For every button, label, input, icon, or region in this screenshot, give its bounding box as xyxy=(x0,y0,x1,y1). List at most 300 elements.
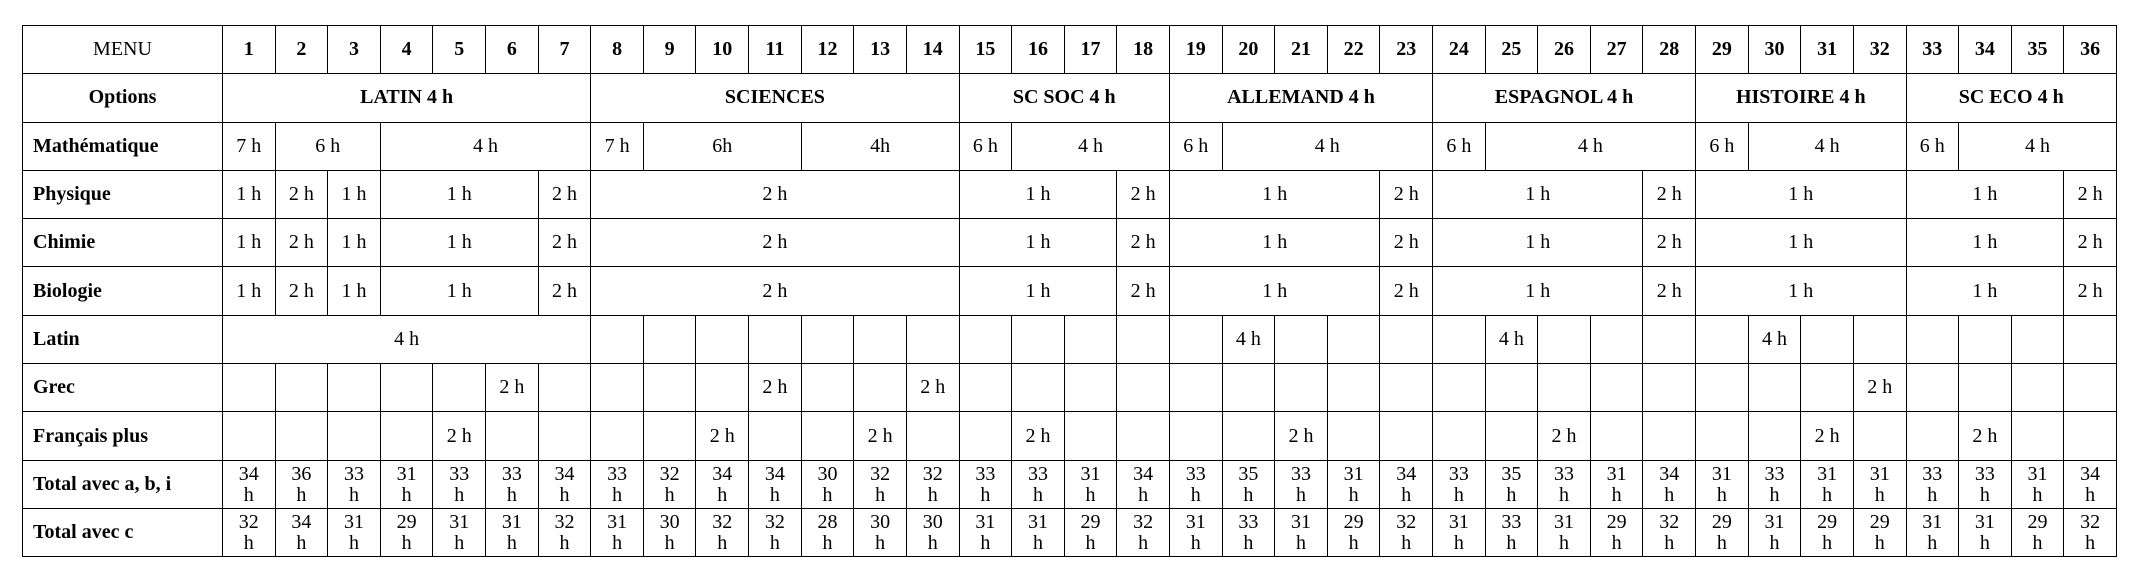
total-unit: h xyxy=(243,483,254,506)
total-cell xyxy=(643,460,696,508)
total-cell xyxy=(1380,508,1433,556)
total-value: 32 xyxy=(238,511,259,534)
hours-cell xyxy=(1801,315,1854,363)
hours-cell: 2 h xyxy=(906,364,959,412)
total-unit: h xyxy=(1716,532,1727,555)
total-cell xyxy=(1538,508,1591,556)
total-unit: h xyxy=(1295,483,1306,506)
menu-number: 21 xyxy=(1275,26,1328,74)
hours-cell xyxy=(1275,364,1328,412)
hours-cell: 1 h xyxy=(1433,219,1643,267)
total-cell xyxy=(2064,460,2117,508)
hours-cell xyxy=(1012,364,1065,412)
hours-cell: 4 h xyxy=(223,315,591,363)
total-cell xyxy=(1064,508,1117,556)
hours-cell xyxy=(1906,364,1959,412)
row-label: Total avec a, b, i xyxy=(23,460,223,508)
hours-cell xyxy=(1327,412,1380,460)
total-cell xyxy=(1327,460,1380,508)
total-value: 34 xyxy=(2080,462,2101,485)
menu-number: 25 xyxy=(1485,26,1538,74)
total-value: 34 xyxy=(1133,462,1154,485)
hours-cell: 2 h xyxy=(275,219,328,267)
total-cell xyxy=(1327,508,1380,556)
total-cell xyxy=(1801,460,1854,508)
total-cell xyxy=(1380,460,1433,508)
hours-cell xyxy=(591,364,644,412)
hours-cell: 1 h xyxy=(1169,170,1379,218)
total-value: 29 xyxy=(1869,511,1890,534)
hours-cell: 2 h xyxy=(538,170,591,218)
menu-number: 16 xyxy=(1012,26,1065,74)
total-value: 33 xyxy=(1501,511,1522,534)
hours-cell xyxy=(1590,315,1643,363)
hours-cell xyxy=(1538,364,1591,412)
total-unit: h xyxy=(1348,483,1359,506)
total-value: 31 xyxy=(1974,511,1995,534)
hours-cell: 2 h xyxy=(2064,170,2117,218)
table-row xyxy=(23,267,2117,315)
total-value: 35 xyxy=(1501,462,1522,485)
total-value: 31 xyxy=(1448,511,1469,534)
row-label: Mathématique xyxy=(23,122,223,170)
menu-number: 35 xyxy=(2011,26,2064,74)
hours-cell xyxy=(1169,412,1222,460)
total-unit: h xyxy=(454,483,465,506)
menu-number: 28 xyxy=(1643,26,1696,74)
hours-cell: 1 h xyxy=(328,267,381,315)
total-value: 33 xyxy=(1238,511,1259,534)
hours-cell: 1 h xyxy=(1696,170,1906,218)
hours-cell: 1 h xyxy=(380,170,538,218)
menu-number: 24 xyxy=(1433,26,1486,74)
total-cell xyxy=(1222,508,1275,556)
option-group: LATIN 4 h xyxy=(223,74,591,122)
total-cell xyxy=(1538,460,1591,508)
menu-number: 5 xyxy=(433,26,486,74)
total-unit: h xyxy=(1611,532,1622,555)
total-cell xyxy=(906,508,959,556)
hours-cell xyxy=(223,412,276,460)
hours-cell: 2 h xyxy=(1801,412,1854,460)
total-value: 32 xyxy=(1659,511,1680,534)
total-value: 34 xyxy=(764,462,785,485)
total-unit: h xyxy=(1085,483,1096,506)
hours-cell: 6h xyxy=(643,122,801,170)
total-unit: h xyxy=(1664,483,1675,506)
total-unit: h xyxy=(1927,532,1938,555)
total-cell xyxy=(959,508,1012,556)
hours-cell xyxy=(643,364,696,412)
hours-cell xyxy=(696,315,749,363)
hours-cell: 4 h xyxy=(1959,122,2117,170)
total-value: 29 xyxy=(1080,511,1101,534)
hours-cell xyxy=(1696,412,1749,460)
total-unit: h xyxy=(2085,532,2096,555)
total-cell xyxy=(328,460,381,508)
total-value: 31 xyxy=(607,511,628,534)
menu-header-label: MENU xyxy=(23,26,223,74)
menu-number: 18 xyxy=(1117,26,1170,74)
total-cell xyxy=(643,508,696,556)
menu-number: 8 xyxy=(591,26,644,74)
total-value: 31 xyxy=(344,511,365,534)
hours-cell xyxy=(749,315,802,363)
total-cell xyxy=(854,508,907,556)
hours-cell: 4 h xyxy=(1748,122,1906,170)
hours-cell: 1 h xyxy=(1696,267,1906,315)
menu-number: 22 xyxy=(1327,26,1380,74)
total-value: 33 xyxy=(1448,462,1469,485)
menu-number: 20 xyxy=(1222,26,1275,74)
total-cell xyxy=(959,460,1012,508)
menu-number: 3 xyxy=(328,26,381,74)
total-cell xyxy=(380,508,433,556)
hours-cell: 2 h xyxy=(1959,412,2012,460)
menu-number: 36 xyxy=(2064,26,2117,74)
hours-cell: 2 h xyxy=(1853,364,1906,412)
hours-cell xyxy=(1380,412,1433,460)
hours-cell xyxy=(1064,364,1117,412)
total-value: 33 xyxy=(501,462,522,485)
hours-cell: 1 h xyxy=(223,267,276,315)
hours-cell xyxy=(696,364,749,412)
total-cell xyxy=(538,460,591,508)
total-unit: h xyxy=(1032,532,1043,555)
total-unit: h xyxy=(875,483,886,506)
total-value: 34 xyxy=(1396,462,1417,485)
total-cell xyxy=(1222,460,1275,508)
menu-options-table xyxy=(22,25,2117,557)
total-cell xyxy=(2011,508,2064,556)
total-unit: h xyxy=(717,532,728,555)
total-cell xyxy=(1433,460,1486,508)
total-cell xyxy=(486,460,539,508)
total-unit: h xyxy=(1822,532,1833,555)
total-unit: h xyxy=(454,532,465,555)
total-cell xyxy=(1643,508,1696,556)
hours-cell xyxy=(2064,412,2117,460)
total-value: 31 xyxy=(1027,511,1048,534)
hours-cell: 1 h xyxy=(1696,219,1906,267)
total-cell xyxy=(696,460,749,508)
hours-cell xyxy=(1959,364,2012,412)
total-cell xyxy=(854,460,907,508)
table-row xyxy=(23,74,2117,122)
menu-number: 10 xyxy=(696,26,749,74)
total-cell xyxy=(696,508,749,556)
hours-cell: 1 h xyxy=(1433,170,1643,218)
total-cell xyxy=(1064,460,1117,508)
hours-cell: 2 h xyxy=(1012,412,1065,460)
total-cell xyxy=(433,508,486,556)
hours-cell: 6 h xyxy=(275,122,380,170)
hours-cell xyxy=(1590,412,1643,460)
hours-cell: 2 h xyxy=(2064,267,2117,315)
hours-cell xyxy=(328,412,381,460)
total-unit: h xyxy=(401,532,412,555)
hours-cell: 4 h xyxy=(380,122,590,170)
total-cell xyxy=(1853,460,1906,508)
total-cell xyxy=(906,460,959,508)
hours-cell: 4 h xyxy=(1485,315,1538,363)
hours-cell: 2 h xyxy=(591,219,959,267)
total-unit: h xyxy=(349,532,360,555)
hours-cell: 2 h xyxy=(433,412,486,460)
hours-cell xyxy=(223,364,276,412)
total-value: 29 xyxy=(1711,511,1732,534)
hours-cell xyxy=(643,315,696,363)
hours-cell: 1 h xyxy=(959,170,1117,218)
total-unit: h xyxy=(612,483,623,506)
hours-cell xyxy=(1327,315,1380,363)
total-unit: h xyxy=(1822,483,1833,506)
option-group: ALLEMAND 4 h xyxy=(1169,74,1432,122)
hours-cell xyxy=(1959,315,2012,363)
total-unit: h xyxy=(296,483,307,506)
total-cell xyxy=(275,508,328,556)
total-value: 32 xyxy=(2080,511,2101,534)
total-value: 29 xyxy=(1343,511,1364,534)
total-value: 33 xyxy=(1922,462,1943,485)
total-value: 33 xyxy=(449,462,470,485)
total-value: 34 xyxy=(291,511,312,534)
hours-cell xyxy=(906,412,959,460)
hours-cell: 2 h xyxy=(1275,412,1328,460)
total-unit: h xyxy=(1716,483,1727,506)
menu-number: 26 xyxy=(1538,26,1591,74)
total-unit: h xyxy=(401,483,412,506)
hours-cell xyxy=(591,412,644,460)
total-unit: h xyxy=(927,483,938,506)
row-label: Options xyxy=(23,74,223,122)
menu-number: 34 xyxy=(1959,26,2012,74)
hours-cell: 1 h xyxy=(223,219,276,267)
total-unit: h xyxy=(559,483,570,506)
total-cell xyxy=(1696,460,1749,508)
option-group: SC ECO 4 h xyxy=(1906,74,2116,122)
row-label: Total avec c xyxy=(23,508,223,556)
total-unit: h xyxy=(506,483,517,506)
hours-cell xyxy=(1696,364,1749,412)
row-label: Latin xyxy=(23,315,223,363)
hours-cell xyxy=(1748,412,1801,460)
total-unit: h xyxy=(1190,532,1201,555)
total-cell xyxy=(380,460,433,508)
menu-number: 17 xyxy=(1064,26,1117,74)
hours-cell xyxy=(801,364,854,412)
hours-cell xyxy=(1433,315,1486,363)
total-unit: h xyxy=(769,532,780,555)
row-label: Chimie xyxy=(23,219,223,267)
total-value: 31 xyxy=(1185,511,1206,534)
total-value: 32 xyxy=(922,462,943,485)
total-value: 33 xyxy=(1185,462,1206,485)
total-unit: h xyxy=(1559,483,1570,506)
hours-cell xyxy=(1169,364,1222,412)
hours-cell: 2 h xyxy=(486,364,539,412)
row-label: Français plus xyxy=(23,412,223,460)
hours-cell xyxy=(643,412,696,460)
hours-cell xyxy=(1801,364,1854,412)
hours-cell: 7 h xyxy=(591,122,644,170)
total-value: 28 xyxy=(817,511,838,534)
total-unit: h xyxy=(1664,532,1675,555)
hours-cell xyxy=(1643,315,1696,363)
total-cell xyxy=(1433,508,1486,556)
table-row xyxy=(23,315,2117,363)
table-row xyxy=(23,170,2117,218)
total-unit: h xyxy=(822,483,833,506)
hours-cell: 1 h xyxy=(1906,170,2064,218)
hours-cell xyxy=(1906,315,1959,363)
hours-cell: 6 h xyxy=(1169,122,1222,170)
total-cell xyxy=(223,508,276,556)
total-value: 32 xyxy=(764,511,785,534)
menu-number: 7 xyxy=(538,26,591,74)
menu-number: 33 xyxy=(1906,26,1959,74)
total-cell xyxy=(1959,508,2012,556)
total-value: 34 xyxy=(712,462,733,485)
menu-number: 19 xyxy=(1169,26,1222,74)
hours-cell xyxy=(2011,315,2064,363)
hours-cell xyxy=(1117,315,1170,363)
total-unit: h xyxy=(1348,532,1359,555)
total-value: 30 xyxy=(817,462,838,485)
total-unit: h xyxy=(349,483,360,506)
hours-cell xyxy=(275,412,328,460)
total-value: 29 xyxy=(1817,511,1838,534)
total-unit: h xyxy=(1295,532,1306,555)
total-value: 31 xyxy=(449,511,470,534)
total-cell xyxy=(1485,508,1538,556)
total-value: 31 xyxy=(1343,462,1364,485)
total-cell xyxy=(1801,508,1854,556)
hours-cell xyxy=(1853,412,1906,460)
option-group: SC SOC 4 h xyxy=(959,74,1169,122)
hours-cell xyxy=(380,412,433,460)
hours-cell xyxy=(328,364,381,412)
total-cell xyxy=(1748,460,1801,508)
hours-cell: 6 h xyxy=(1433,122,1486,170)
hours-cell xyxy=(854,315,907,363)
hours-cell: 1 h xyxy=(1433,267,1643,315)
total-cell xyxy=(1959,460,2012,508)
total-unit: h xyxy=(1401,532,1412,555)
total-unit: h xyxy=(664,483,675,506)
total-cell xyxy=(1643,460,1696,508)
total-unit: h xyxy=(1769,483,1780,506)
total-unit: h xyxy=(1506,532,1517,555)
total-unit: h xyxy=(1401,483,1412,506)
hours-cell: 4 h xyxy=(1748,315,1801,363)
total-unit: h xyxy=(1559,532,1570,555)
total-cell xyxy=(749,508,802,556)
total-unit: h xyxy=(2032,532,2043,555)
total-value: 32 xyxy=(1396,511,1417,534)
total-value: 33 xyxy=(1974,462,1995,485)
hours-cell: 1 h xyxy=(328,170,381,218)
hours-cell xyxy=(1380,364,1433,412)
total-cell xyxy=(1853,508,1906,556)
total-unit: h xyxy=(1243,532,1254,555)
total-value: 31 xyxy=(1606,462,1627,485)
hours-cell xyxy=(2011,412,2064,460)
hours-cell: 1 h xyxy=(1906,267,2064,315)
total-value: 34 xyxy=(1659,462,1680,485)
menu-number: 29 xyxy=(1696,26,1749,74)
total-value: 31 xyxy=(1711,462,1732,485)
menu-number: 11 xyxy=(749,26,802,74)
hours-cell xyxy=(1538,315,1591,363)
total-unit: h xyxy=(1138,483,1149,506)
hours-cell xyxy=(1748,364,1801,412)
hours-cell: 2 h xyxy=(854,412,907,460)
header-row xyxy=(23,26,2117,74)
menu-number: 31 xyxy=(1801,26,1854,74)
hours-cell: 1 h xyxy=(380,219,538,267)
hours-cell: 4h xyxy=(801,122,959,170)
hours-cell xyxy=(1117,364,1170,412)
hours-cell xyxy=(1433,412,1486,460)
hours-cell xyxy=(1275,315,1328,363)
total-unit: h xyxy=(1138,532,1149,555)
hours-cell xyxy=(1485,412,1538,460)
hours-cell xyxy=(538,364,591,412)
total-cell xyxy=(433,460,486,508)
table-row xyxy=(23,219,2117,267)
hours-cell xyxy=(959,412,1012,460)
total-unit: h xyxy=(1927,483,1938,506)
hours-cell xyxy=(1696,315,1749,363)
total-cell xyxy=(1169,460,1222,508)
total-value: 34 xyxy=(554,462,575,485)
row-label: Biologie xyxy=(23,267,223,315)
total-value: 31 xyxy=(2027,462,2048,485)
hours-cell: 2 h xyxy=(275,267,328,315)
total-value: 32 xyxy=(1133,511,1154,534)
total-unit: h xyxy=(1874,483,1885,506)
hours-cell xyxy=(854,364,907,412)
total-unit: h xyxy=(2032,483,2043,506)
table-row xyxy=(23,460,2117,508)
hours-cell: 6 h xyxy=(1906,122,1959,170)
hours-cell: 1 h xyxy=(959,219,1117,267)
total-value: 34 xyxy=(238,462,259,485)
total-value: 31 xyxy=(501,511,522,534)
menu-number: 4 xyxy=(380,26,433,74)
hours-cell xyxy=(1643,412,1696,460)
total-cell xyxy=(1275,460,1328,508)
total-unit: h xyxy=(822,532,833,555)
menu-number: 32 xyxy=(1853,26,1906,74)
menu-number: 23 xyxy=(1380,26,1433,74)
total-unit: h xyxy=(717,483,728,506)
hours-cell xyxy=(1433,364,1486,412)
hours-cell xyxy=(1222,412,1275,460)
total-unit: h xyxy=(927,532,938,555)
hours-cell: 2 h xyxy=(1380,267,1433,315)
total-cell xyxy=(1906,508,1959,556)
hours-cell: 2 h xyxy=(1117,219,1170,267)
hours-cell xyxy=(275,364,328,412)
total-cell xyxy=(1590,508,1643,556)
total-cell xyxy=(1590,460,1643,508)
hours-cell: 2 h xyxy=(1643,219,1696,267)
hours-cell xyxy=(1117,412,1170,460)
hours-cell: 1 h xyxy=(223,170,276,218)
hours-cell xyxy=(1064,412,1117,460)
